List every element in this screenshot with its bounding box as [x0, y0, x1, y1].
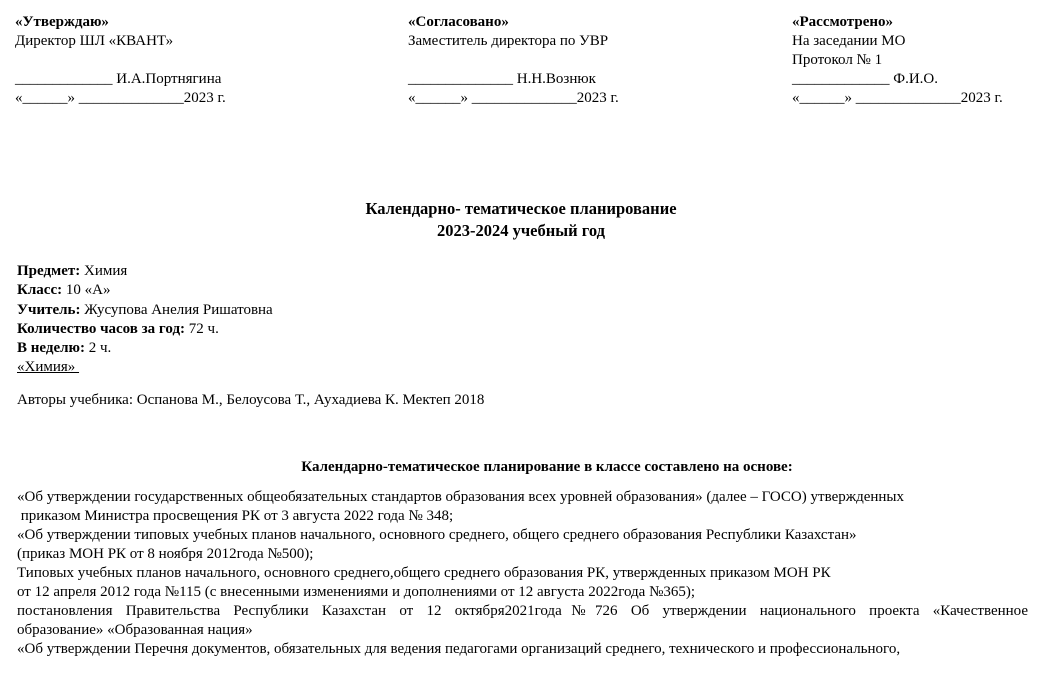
approve-position: Директор ШЛ «КВАНТ»	[15, 33, 174, 49]
agreed-heading: «Согласовано»	[408, 14, 509, 30]
class-value: 10 «А»	[65, 282, 111, 299]
approve-signature: _____________ И.А.Портнягина	[15, 71, 222, 87]
class-row	[17, 281, 273, 300]
basis-list	[17, 488, 1028, 659]
subject-label: Предмет:	[17, 263, 81, 279]
class-label: Класс:	[17, 282, 63, 299]
basis-line: (приказ МОН РК от 8 ноября 2012года №500);	[17, 546, 314, 562]
reviewed-date: «______» ______________2023 г.	[792, 90, 1003, 106]
approve-date: «______» ______________2023 г.	[15, 90, 226, 106]
course-meta	[17, 262, 273, 378]
book-row	[17, 358, 273, 377]
agreed-position: Заместитель директора по УВР	[408, 33, 609, 49]
agreed-signature: ______________ Н.Н.Вознюк	[408, 71, 596, 87]
agreed-block	[408, 13, 619, 108]
book-title: «Химия»	[17, 359, 80, 376]
basis-line: «Об утверждении типовых учебных планов начального, основного среднего, общего среднего образования Республики Казахстан»	[17, 527, 857, 543]
basis-line: приказом Министра просвещения РК от 3 августа 2022 года № 348;	[17, 508, 454, 524]
basis-line: от 12 апреля 2012 года №115 (с внесенными изменениями и дополнениями от 12 августа 2022года №365);	[17, 584, 696, 600]
week-label: В неделю:	[17, 340, 85, 357]
basis-line: образование» «Образованная нация»	[17, 622, 253, 638]
reviewed-block	[792, 13, 1003, 108]
document-title: Календарно- тематическое планирование	[365, 199, 677, 218]
teacher-value: Жусупова Анелия Ришатовна	[84, 301, 273, 318]
basis-line: «Об утверждении государственных общеобязательных стандартов образования всех уровней образования» (далее – ГОСО) утвержденных	[17, 489, 905, 505]
hours-value: 72 ч.	[188, 320, 219, 337]
reviewed-line1: На заседании МО	[792, 33, 906, 49]
basis-line: «Об утверждении Перечня документов, обязательных для ведения педагогами организаций среднего, технического и профессионального,	[17, 641, 901, 657]
reviewed-heading: «Рассмотрено»	[792, 14, 893, 30]
hours-row	[17, 320, 273, 339]
document-year: 2023-2024 учебный год	[437, 221, 605, 240]
hours-label: Количество часов за год:	[17, 320, 186, 337]
approve-block	[15, 13, 226, 108]
subject-value: Химия	[84, 263, 128, 279]
teacher-row	[17, 301, 273, 320]
subject-row	[17, 262, 273, 281]
approve-heading: «Утверждаю»	[15, 14, 109, 30]
week-row	[17, 339, 273, 358]
reviewed-line2: Протокол № 1	[792, 52, 883, 68]
week-value: 2 ч.	[88, 340, 112, 357]
reviewed-signature: _____________ Ф.И.О.	[792, 71, 939, 87]
textbook-authors: Авторы учебника: Оспанова М., Белоусова Т., Аухадиева К. Мектеп 2018	[17, 392, 485, 408]
agreed-date: «______» ______________2023 г.	[408, 90, 619, 106]
basis-line: постановления Правительства Республики Казахстан от 12 октября2021года№726 Об утверждении национального проекта «Качественное	[17, 603, 1028, 619]
basis-line: Типовых учебных планов начального, основного среднего,общего среднего образования РК, утвержденных приказом МОН РК	[17, 565, 831, 581]
teacher-label: Учитель:	[17, 301, 81, 318]
basis-heading: Календарно-тематическое планирование в классе составлено на основе:	[301, 459, 793, 475]
